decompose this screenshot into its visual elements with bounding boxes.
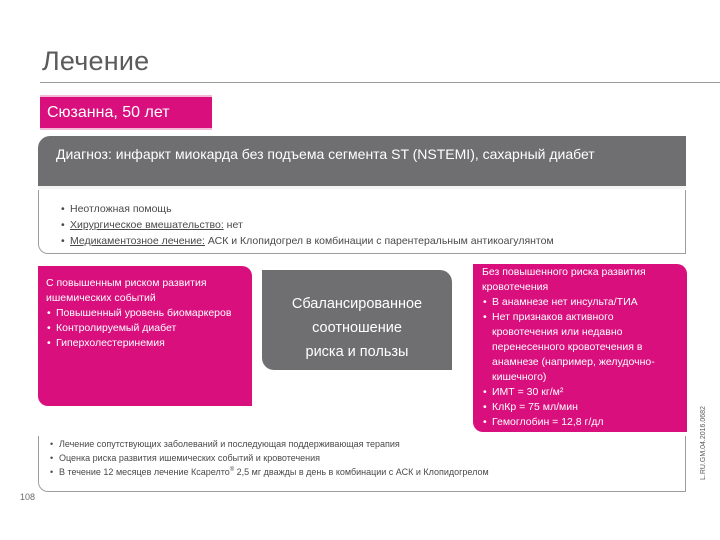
emergency-item-medication [70, 233, 685, 249]
risk-benefit-balance-box [262, 270, 452, 370]
registered-mark: ® [229, 467, 235, 473]
balance-line: соотношение [312, 320, 402, 336]
balance-line: риска и пользы [305, 344, 409, 360]
list-item: • В течение 12 месяцев лечение Ксарелто® 2,5 мг дважды в день в комбинации с АСК и Клопидогрелом [59, 465, 685, 479]
emergency-item-surgery [70, 217, 685, 233]
list-item: • Оценка риска развития ишемических событий и кровотечения [59, 451, 685, 465]
emergency-item-value: нет [223, 219, 243, 231]
emergency-item-value: АСК и Клопидогрел в комбинации с парентеральным антикоагулянтом [204, 235, 554, 247]
title-divider [40, 82, 720, 83]
patient-tag: Сюзанна, 50 лет [40, 95, 212, 130]
list-item: • Контролируемый диабет [56, 321, 244, 336]
list-item: • КлКр = 75 мл/мин [492, 400, 681, 415]
emergency-care-box [38, 190, 686, 254]
follow-up-therapy-box [38, 436, 686, 492]
ischemic-risk-box [38, 266, 252, 406]
list-item: • Гиперхолестеринемия [56, 336, 244, 351]
list-item: • Гемоглобин = 12,8 г/дл [492, 415, 681, 430]
bleeding-risk-box [473, 264, 687, 432]
balance-line: Сбалансированное [291, 296, 423, 312]
emergency-item-label: Медикаментозное лечение: [70, 235, 205, 247]
list-item: • Лечение сопутствующих заболеваний и последующая поддерживающая терапия [59, 437, 685, 451]
ischemic-risk-heading: С повышенным риском развития ишемических событий [46, 277, 207, 304]
list-item: • Повышенный уровень биомаркеров [56, 306, 244, 321]
list-item: • Нет признаков активного кровотечения или недавно перенесенного кровотечения в анамнезе (например, желудочно-кишечного) [492, 310, 681, 385]
list-item: • В анамнезе нет инсульта/ТИА [492, 295, 681, 310]
emergency-item-label: Хирургическое вмешательство: [70, 219, 224, 231]
list-item: • ИМТ = 30 кг/м² [492, 385, 681, 400]
page-number: 108 [20, 492, 36, 502]
emergency-heading: • Неотложная помощь [70, 201, 685, 217]
diagnosis-banner: Диагноз: инфаркт миокарда без подъема сегмента ST (NSTEMI), сахарный диабет [38, 136, 686, 189]
page-title: Лечение [42, 46, 150, 76]
document-code: L.RU.GM.04.2016.0682 [700, 406, 707, 480]
bleeding-risk-heading: Без повышенного риска развития кровотечения [482, 266, 646, 293]
